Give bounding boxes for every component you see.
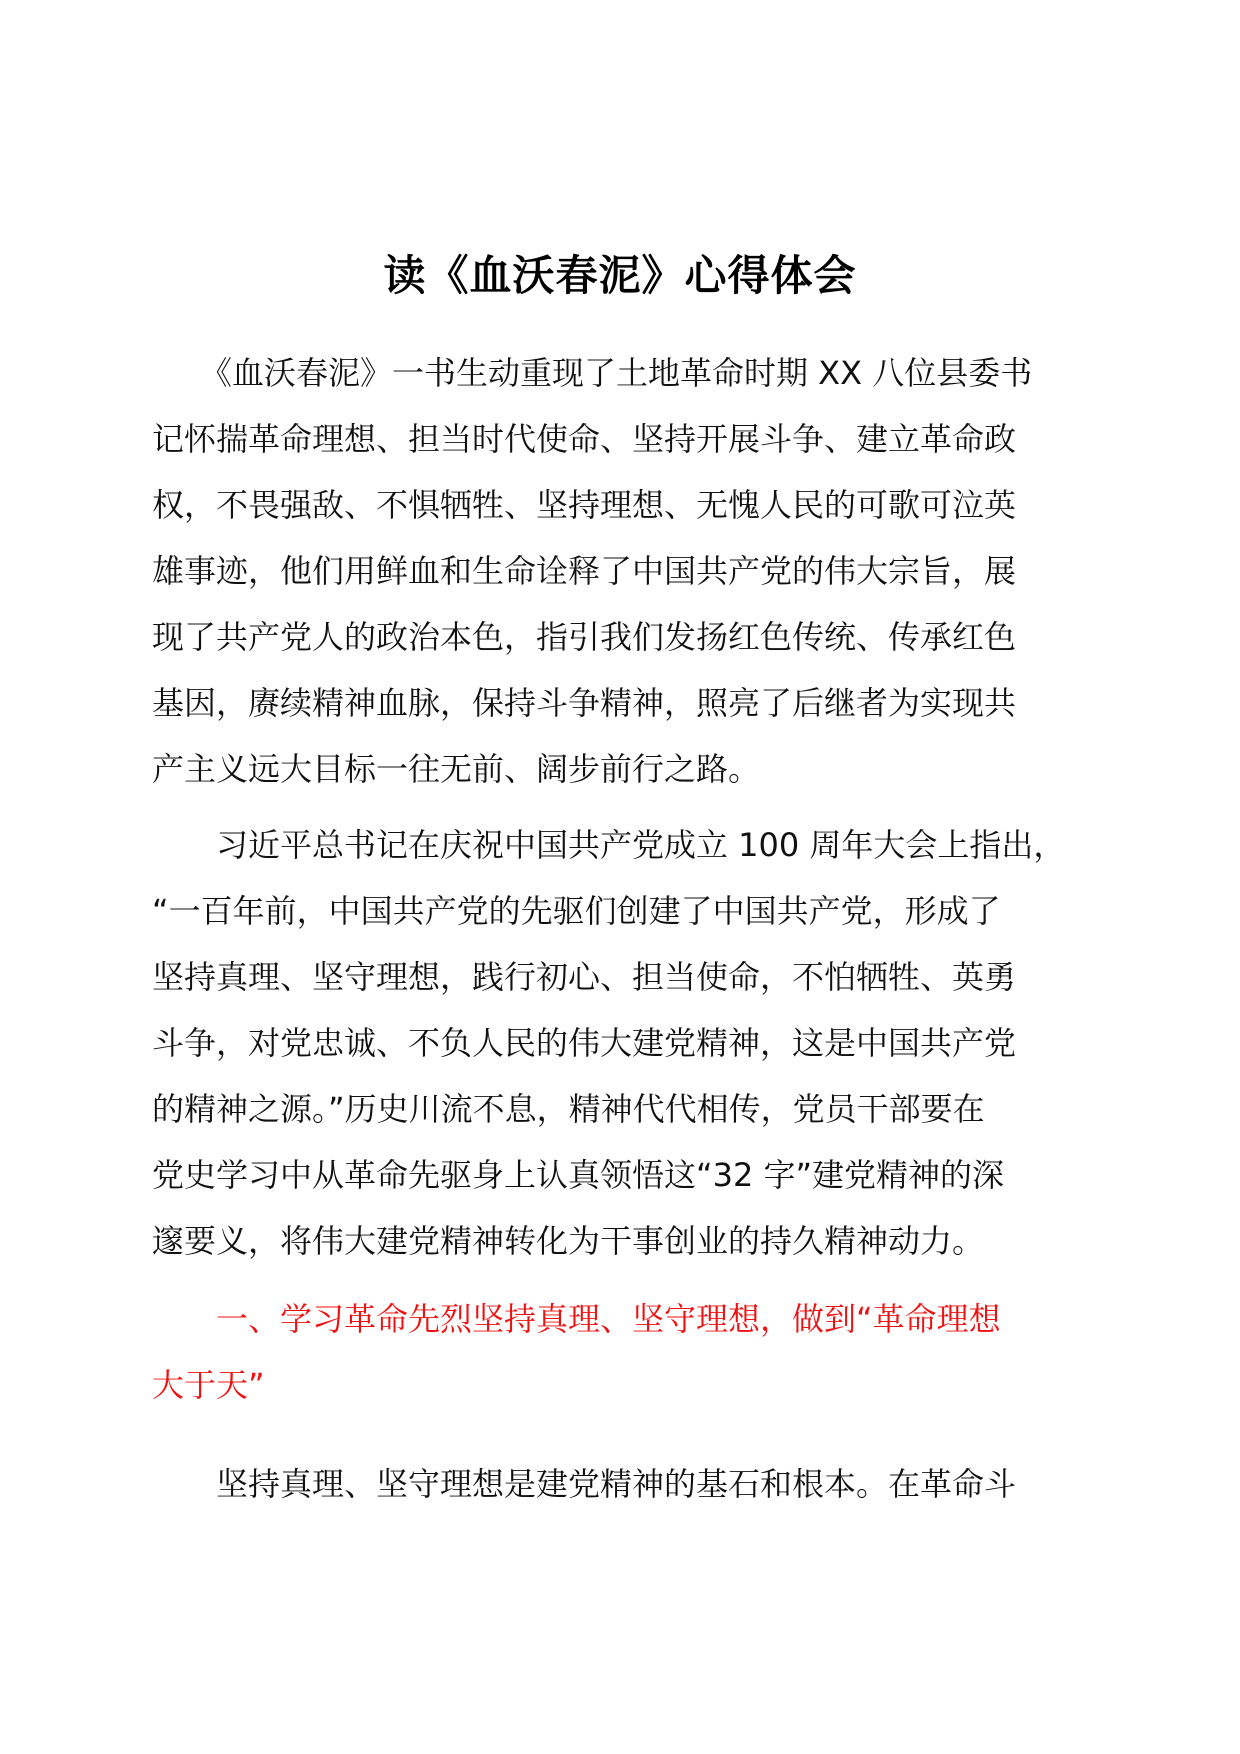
- paragraph-line: 习近平总书记在庆祝中国共产党成立 100 周年大会上指出，: [152, 826, 1066, 864]
- paragraph-intro: [152, 340, 1096, 802]
- heading-line: 大于天”: [152, 1366, 265, 1404]
- paragraph-line: 现了共产党人的政治本色，指引我们发扬红色传统、传承红色: [152, 618, 1017, 656]
- paragraph-line: 《血沃春泥》一书生动重现了土地革命时期 XX 八位县委书: [152, 354, 1033, 392]
- paragraph-line: 记怀揣革命理想、担当时代使命、坚持开展斗争、建立革命政: [152, 420, 1017, 458]
- paragraph-line: 邃要义，将伟大建党精神转化为干事创业的持久精神动力。: [152, 1222, 985, 1260]
- document-title: 读《血沃春泥》心得体会: [383, 251, 857, 300]
- paragraph-line: 产主义远大目标一往无前、阔步前行之路。: [152, 750, 761, 788]
- paragraph-line: 斗争，对党忠诚、不负人民的伟大建党精神，这是中国共产党: [152, 1024, 1017, 1062]
- paragraph-line: 基因，赓续精神血脉，保持斗争精神，照亮了后继者为实现共: [152, 684, 1017, 722]
- paragraph-quote: [152, 812, 1096, 1274]
- heading-line: 一、学习革命先烈坚持真理、坚守理想，做到“革命理想: [152, 1300, 1001, 1338]
- paragraph-line: 坚持真理、坚守理想是建党精神的基石和根本。在革命斗: [152, 1465, 1017, 1503]
- paragraph-line: 的精神之源。”历史川流不息，精神代代相传，党员干部要在: [152, 1090, 985, 1128]
- section-heading-1: [152, 1286, 1096, 1418]
- paragraph-line: 党史学习中从革命先驱身上认真领悟这“32 字”建党精神的深: [152, 1156, 1005, 1194]
- paragraph-line: 权，不畏强敌、不惧牺牲、坚持理想、无愧人民的可歌可泣英: [152, 486, 1017, 524]
- paragraph-line: 雄事迹，他们用鲜血和生命诠释了中国共产党的伟大宗旨，展: [152, 552, 1017, 590]
- paragraph-line: “一百年前，中国共产党的先驱们创建了中国共产党，形成了: [152, 892, 1001, 930]
- paragraph-section-1: [152, 1451, 1096, 1517]
- paragraph-line: 坚持真理、坚守理想，践行初心、担当使命，不怕牺牲、英勇: [152, 958, 1017, 996]
